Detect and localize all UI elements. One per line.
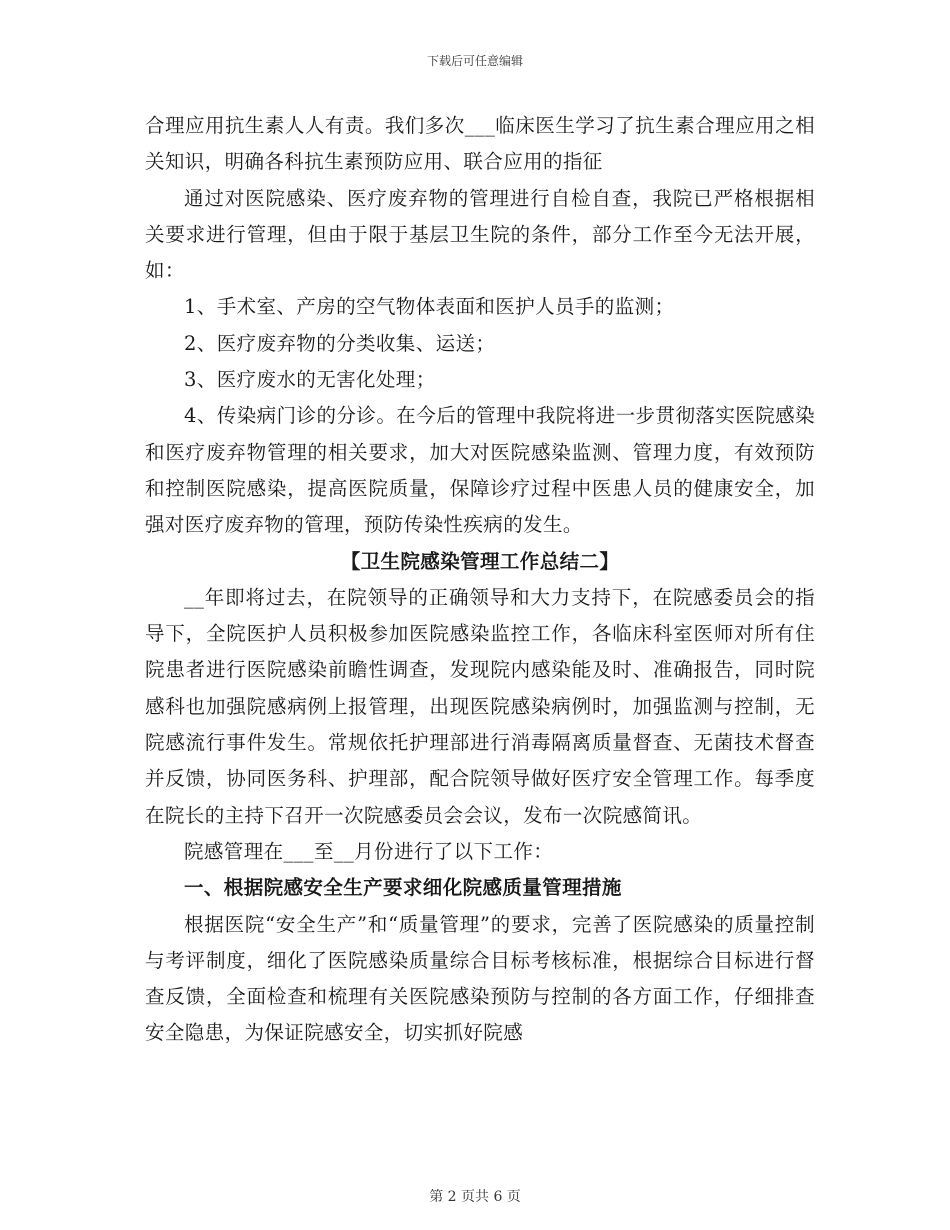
page-footer: 第 2 页共 6 页: [429, 1189, 521, 1205]
subheading-1: 一、根据院感安全生产要求细化院感质量管理措施: [184, 876, 622, 900]
list-item-4: 4、传染病门诊的分诊。在今后的管理中我院将进一步贯彻落实医院感染和医疗废弃物管理的相关要求，加大对医院感染监测、管理力度，有效预防和控制医院感染，提高医院质量，保障诊疗过程中医患人员的健康安全，加强对医疗废弃物的管理，预防传染性疾病的发生。: [145, 404, 815, 537]
list-item-1: 1、手术室、产房的空气物体表面和医护人员手的监测；: [184, 295, 675, 319]
section-title: 【卫生院感染管理工作总结二】: [340, 549, 620, 573]
paragraph-year-summary: __年即将过去，在院领导的正确领导和大力支持下，在院感委员会的指导下，全院医护人员积极参加医院感染监控工作，各临床科室医师对所有住院患者进行医院感染前瞻性调查，发现院内感染能及时、准确报告，同时院感科也加强院感病例上报管理，出现医院感染病例时，加强监测与控制，无院感流行事件发生。常规依托护理部进行消毒隔离质量督查、无菌技术督查并反馈，协同医务科、护理部，配合院领导做好医疗安全管理工作。每季度在院长的主持下召开一次院感委员会会议，发布一次院感简讯。: [145, 585, 815, 827]
list-item-3: 3、医疗废水的无害化处理；: [184, 368, 436, 392]
paragraph-work-period: 院感管理在___至__月份进行了以下工作：: [184, 839, 554, 863]
paragraph-antibiotics: 合理应用抗生素人人有责。我们多次___临床医生学习了抗生素合理应用之相关知识，明确各科抗生素预防应用、联合应用的指征: [145, 114, 815, 174]
list-item-2: 2、医疗废弃物的分类收集、运送；: [184, 331, 496, 355]
paragraph-self-inspection: 通过对医院感染、医疗废弃物的管理进行自检自查，我院已严格根据相关要求进行管理，但由于限于基层卫生院的条件，部分工作至今无法开展，如：: [145, 186, 815, 283]
document-body: [145, 108, 815, 1052]
page-header: 下载后可任意编辑: [426, 54, 523, 68]
paragraph-quality-control: 根据医院“安全生产”和“质量管理”的要求，完善了医院感染的质量控制与考评制度，细化了医院感染质量综合目标考核标准，根据综合目标进行督查反馈，全面检查和梳理有关医院感染预防与控制的各方面工作，仔细排查安全隐患，为保证院感安全，切实抓好院感: [145, 912, 815, 1045]
